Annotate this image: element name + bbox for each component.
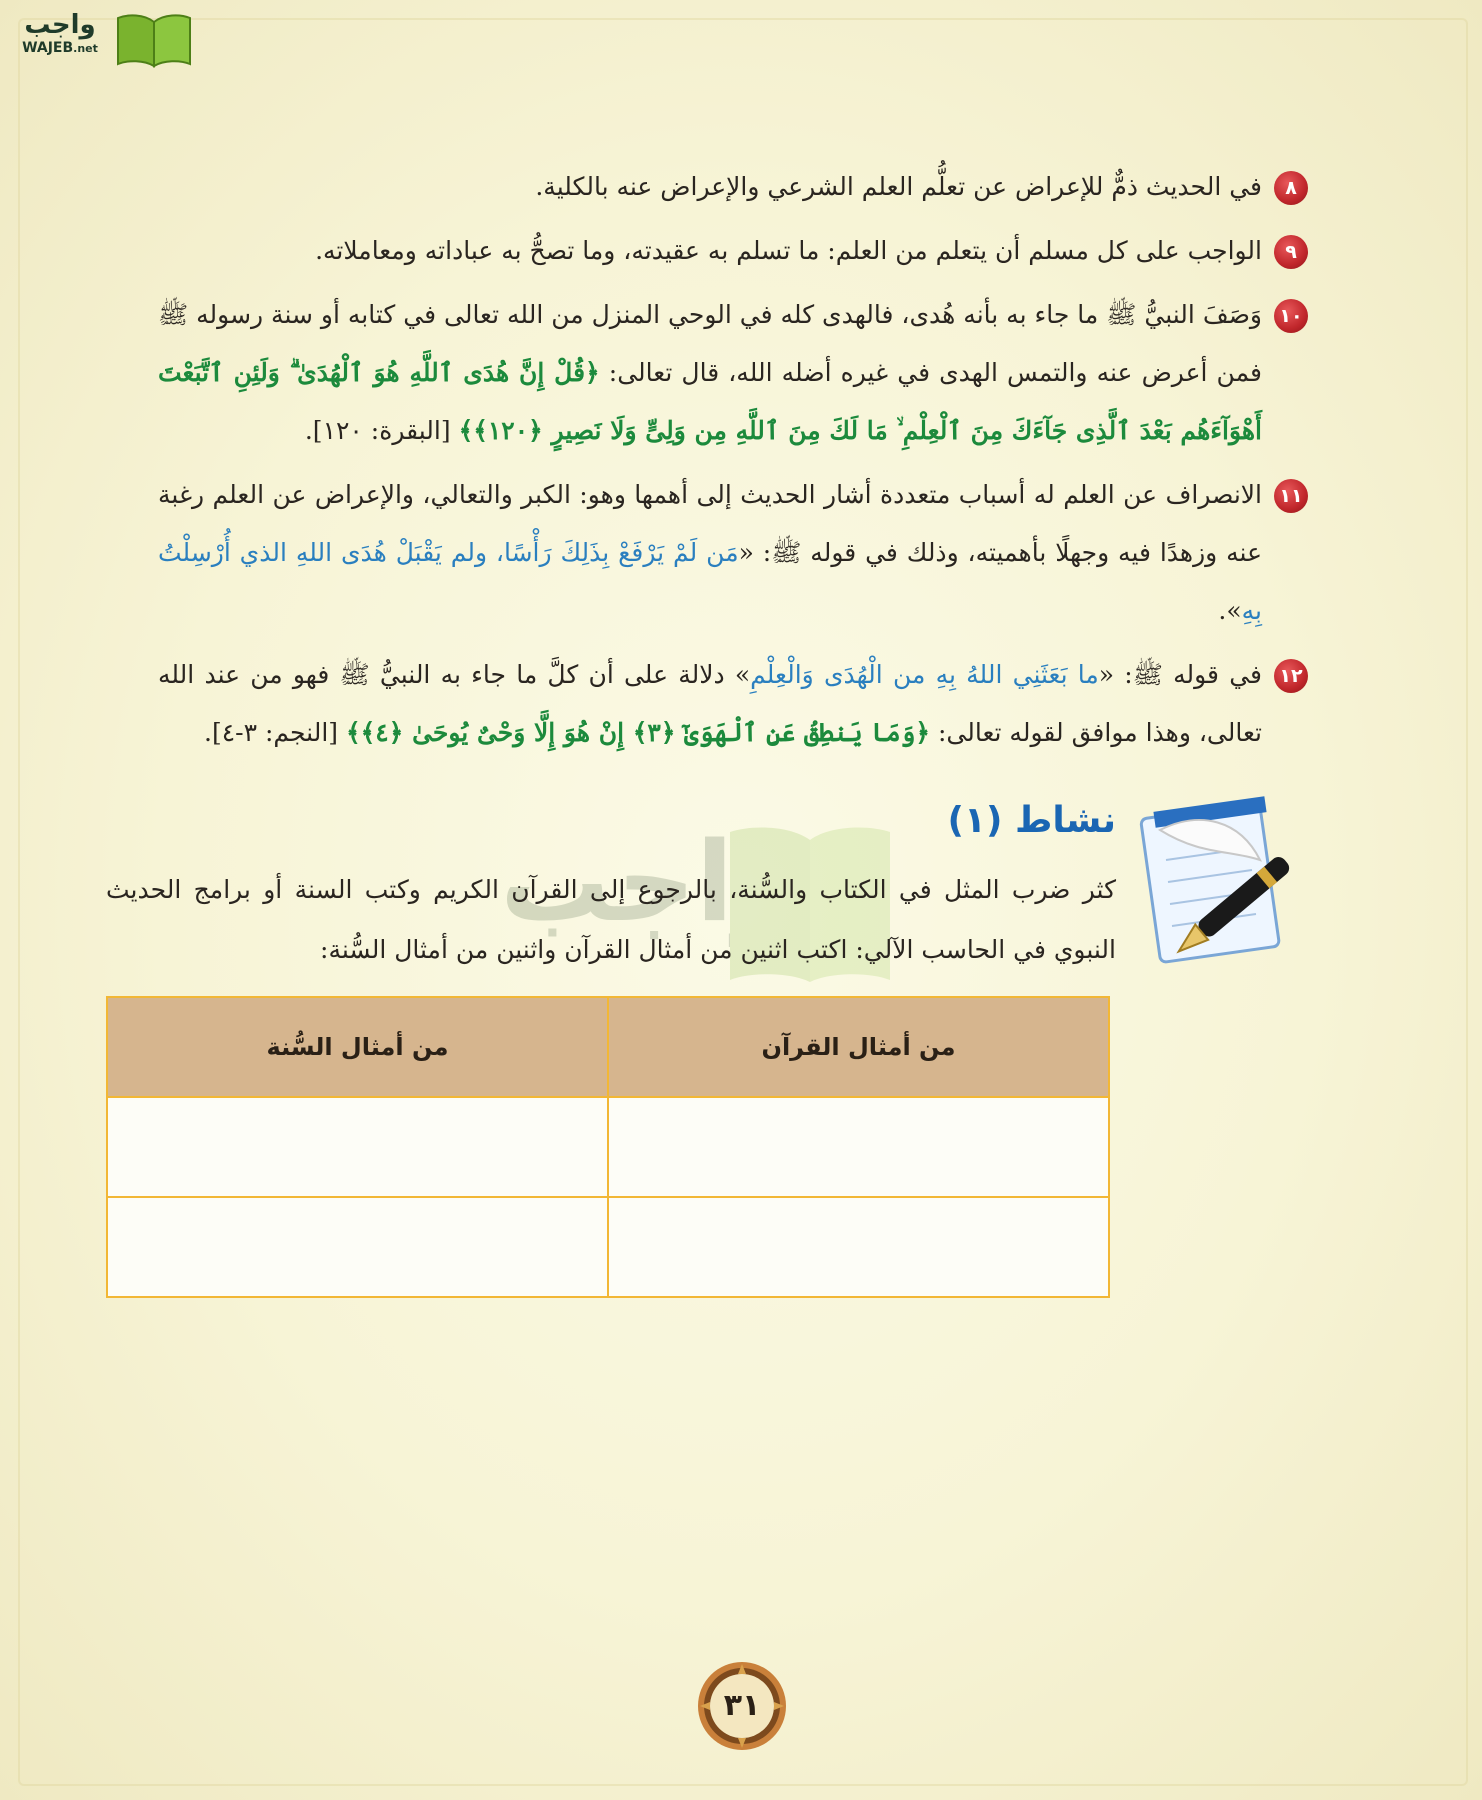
notepad-pen-icon [1120,790,1320,970]
verse-reference: [النجم: ٣-٤]. [204,718,346,747]
sunnah-example-cell[interactable] [107,1097,608,1197]
logo-arabic: واجب [24,10,96,40]
quran-verse: ﴿قُلْ إِنَّ هُدَى ٱللَّهِ هُوَ ٱلْهُدَىٰ ۗ وَلَئِنِ ٱتَّبَعْتَ أَهْوَآءَهُم بَعْدَ ٱلَّذِى جَآءَكَ مِنَ ٱلْعِلْمِ ۙ مَا لَكَ مِنَ ٱللَّهِ مِن وَلِىٍّ وَلَا نَصِيرٍ ﴿١٢٠﴾﴾ [158,358,1262,445]
book-icon [114,8,194,68]
page-number: ٣١ [723,1688,761,1723]
quran-examples-header: من أمثال القرآن [608,997,1109,1097]
item-number-badge: ١١ [1274,479,1308,513]
hadith-quote: ما بَعَثَنِي اللهُ بِهِ من الْهُدَى وَالْعِلْمِ [750,660,1099,689]
table-row [107,1097,1109,1197]
sunnah-example-cell[interactable] [107,1197,608,1297]
quran-verse: ﴿وَمَا يَنطِقُ عَنِ ٱلْهَوَىٰٓ ﴿٣﴾ إِنْ هُوَ إِلَّا وَحْىٌ يُوحَىٰ ﴿٤﴾﴾ [345,718,931,747]
table-row [107,1197,1109,1297]
item-paragraph [158,466,1262,640]
item-text: وَصَفَ النبيُّ ﷺ ما جاء به بأنه هُدى، فالهدى كله في الوحي المنزل من الله تعالى في كتابه أو سنة رسوله ﷺ فمن أعرض عنه والتمس الهدى في غيره أضله الله، قال تعالى: [158,300,1262,387]
item-text: في قوله ﷺ: « [1098,660,1263,689]
item-text: الانصراف عن العلم له أسباب متعددة أشار الحديث إلى أهمها وهو: الكبر والتعالي، والإعراض عن العلم رغبة عنه وزهدًا فيه وجهلًا بأهميته، وذلك في قوله ﷺ: « [158,480,1262,567]
list-item [158,466,1308,640]
logo-suffix: .net [73,42,98,55]
logo-text [12,10,108,57]
table-header-row [107,997,1109,1097]
item-number-badge: ٨ [1274,171,1308,205]
activity-title: نشاط (١) [947,800,1116,841]
item-paragraph [158,646,1262,762]
activity-instructions: كثر ضرب المثل في الكتاب والسُّنة، بالرجوع إلى القرآن الكريم وكتب السنة أو برامج الحديث النبوي في الحاسب الآلي: اكتب اثنين من أمثال القرآن واثنين من أمثال السُّنة: [106,875,1116,964]
logo-latin-name: WAJEB [22,40,74,56]
item-text: الواجب على كل مسلم أن يتعلم من العلم: ما تسلم به عقيدته، وما تصحُّ به عباداته ومعاملاته. [315,236,1262,265]
page-number-badge [696,1660,788,1752]
item-text-end: ». [1218,596,1242,625]
list-item [158,222,1308,280]
item-paragraph [158,286,1262,460]
item-number-badge: ٩ [1274,235,1308,269]
quran-example-cell[interactable] [608,1097,1109,1197]
activity-answer-table [106,996,1110,1298]
item-number-badge: ١٠ [1274,299,1308,333]
item-number-badge: ١٢ [1274,659,1308,693]
svg-text:واجب: واجب [500,818,802,946]
logo-latin [12,40,108,57]
list-item [158,286,1308,460]
item-text-middle: » دلالة على أن كلَّ ما جاء به النبيُّ ﷺ فهو من عند الله تعالى، وهذا موافق لقوله تعالى: [158,660,1262,747]
list-item [158,158,1308,216]
numbered-items [158,158,1308,768]
list-item [158,646,1308,762]
verse-reference: [البقرة: ١٢٠]. [304,416,459,445]
item-text: في الحديث ذمٌّ للإعراض عن تعلُّم العلم الشرعي والإعراض عنه بالكلية. [535,172,1262,201]
hadith-quote: مَن لَمْ يَرْفَعْ بِذَلِكَ رَأْسًا، ولم يَقْبَلْ هُدَى اللهِ الذي أُرْسِلْتُ بِهِ [158,538,1262,625]
quran-example-cell[interactable] [608,1197,1109,1297]
sunnah-examples-header: من أمثال السُّنة [107,997,608,1097]
wajeb-logo[interactable] [10,6,190,68]
